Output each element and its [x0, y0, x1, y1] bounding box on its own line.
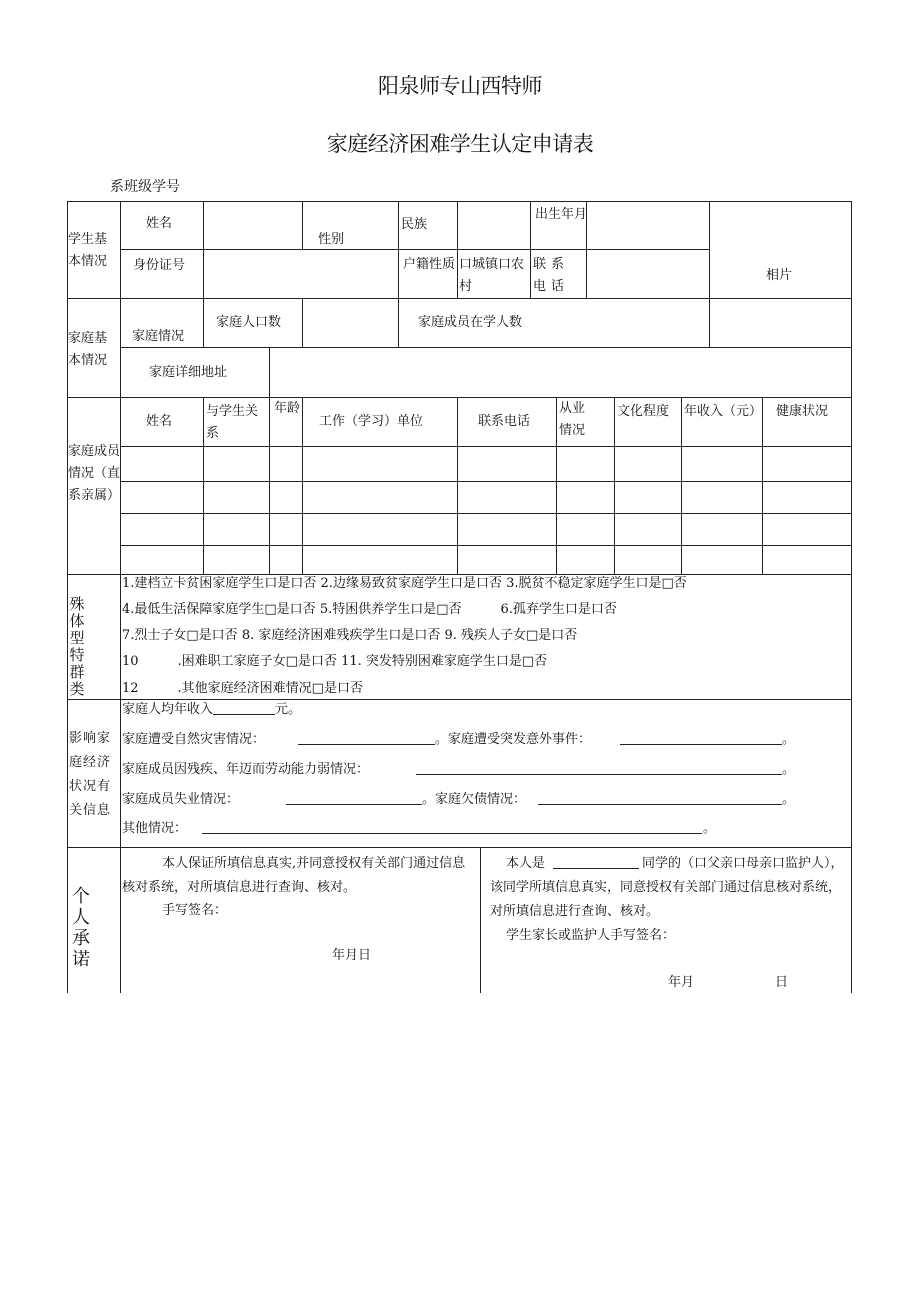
- student-basic-section-label: 学生基本情况: [68, 232, 108, 269]
- unemployment-label: 家庭成员失业情况：: [122, 792, 240, 807]
- accident-field[interactable]: [620, 744, 782, 745]
- member-header-work-unit: 工作（学习）单位: [319, 414, 424, 429]
- student-date-label: 年月日: [332, 948, 372, 963]
- unemployment-field[interactable]: [286, 804, 422, 805]
- promise-section-label: 个人承诺: [72, 886, 90, 970]
- other-field[interactable]: [202, 833, 702, 834]
- end-mark: 。: [782, 792, 796, 807]
- family-situation-label: 家庭情况: [132, 329, 185, 344]
- student-signature-field[interactable]: [248, 899, 448, 923]
- special-group-line-1[interactable]: 1.建档立卡贫困家庭学生口是口否 2.边缘易致贫家庭学生口是口否 3.脱贫不稳定家庭学生口是□否: [122, 576, 687, 591]
- end-mark: 。: [782, 732, 796, 747]
- member-header-occupation: 从业情况: [559, 401, 586, 438]
- guardian-prefix: 本人是: [506, 856, 546, 871]
- guardian-signature-label: 学生家长或监护人手写签名：: [506, 928, 676, 943]
- income-label: 家庭人均年收入: [122, 702, 214, 717]
- income-line: [122, 698, 301, 722]
- family-basic-section-label: 家庭基本情况: [68, 331, 108, 368]
- member-header-name: 姓名: [146, 414, 173, 429]
- debt-label: 。家庭欠债情况：: [422, 792, 527, 807]
- family-member-row[interactable]: [121, 482, 851, 513]
- member-header-education: 文化程度: [617, 404, 670, 419]
- student-promise-text: 本人保证所填信息真实,并同意授权有关部门通过信息核对系统，对所填信息进行查询、核对。: [122, 856, 466, 895]
- special-group-line-5[interactable]: 12 .其他家庭经济困难情况□是口否: [122, 681, 363, 696]
- name-label: 姓名: [146, 216, 173, 231]
- photo-placeholder[interactable]: 相片: [766, 268, 793, 283]
- family-member-row[interactable]: [121, 514, 851, 545]
- ethnicity-label: 民族: [401, 217, 428, 232]
- guardian-promise-text: 同学的（口父亲口母亲口监护人），该同学所填信息真实，同意授权有关部门通过信息核对系统，对所填信息进行查询、核对。: [490, 856, 844, 919]
- special-group-line-3[interactable]: 7.烈士子女□是口否 8. 家庭经济困难残疾学生口是口否 9. 残疾人子女□是口否: [122, 628, 578, 643]
- guardian-date-year-month: 年月: [668, 975, 695, 990]
- income-field[interactable]: [213, 698, 275, 715]
- ethnicity-field[interactable]: [458, 213, 529, 237]
- birth-label: 出生年月: [535, 207, 588, 222]
- end-mark: 。: [703, 821, 717, 836]
- family-address-label: 家庭详细地址: [149, 365, 228, 380]
- student-signature-label: 手写签名：: [162, 903, 228, 918]
- family-population-field[interactable]: [303, 311, 397, 335]
- guardian-date-day: 日: [775, 975, 789, 990]
- family-address-field[interactable]: [270, 361, 850, 385]
- disability-field[interactable]: [416, 774, 782, 775]
- hukou-options[interactable]: 口城镇口农村: [459, 257, 525, 294]
- phone-label: 联系电话: [533, 257, 570, 294]
- member-header-relation: 与学生关系: [206, 404, 259, 441]
- name-field[interactable]: [204, 212, 301, 236]
- disaster-field[interactable]: [298, 744, 435, 745]
- birth-field[interactable]: [587, 213, 708, 237]
- gender-label: 性别: [318, 232, 345, 247]
- hukou-label: 户籍性质: [402, 257, 455, 272]
- accident-label: 。家庭遭受突发意外事件：: [435, 732, 592, 747]
- school-name: 阳泉师专山西特师: [378, 74, 542, 98]
- debt-field[interactable]: [538, 804, 782, 805]
- family-population-label: 家庭人口数: [216, 315, 282, 330]
- family-students-label: 家庭成员在学人数: [418, 315, 523, 330]
- member-header-health: 健康状况: [776, 404, 829, 419]
- end-mark: 。: [782, 762, 796, 777]
- phone-field[interactable]: [587, 260, 708, 284]
- income-unit: 元。: [275, 702, 302, 717]
- department-class-id-label: 系班级学号: [110, 179, 180, 195]
- disability-label: 家庭成员因残疾、年迈而劳动能力弱情况：: [122, 762, 370, 777]
- disaster-label: 家庭遭受自然灾害情况：: [122, 732, 266, 747]
- family-members-section-label: 家庭成员情况（直系亲属）: [68, 444, 121, 503]
- member-header-age: 年龄: [273, 401, 300, 416]
- id-number-label: 身份证号: [133, 258, 186, 273]
- id-number-field[interactable]: [204, 260, 397, 284]
- family-member-row[interactable]: [121, 447, 851, 481]
- economic-factors-section-label: 影响家庭经济状况有关信息: [69, 731, 112, 818]
- special-group-line-4[interactable]: 10 .困难职工家庭子女□是口否 11. 突发特别困难家庭学生口是□否: [122, 654, 548, 669]
- family-member-row[interactable]: [121, 546, 851, 574]
- member-header-income: 年收入（元）: [684, 404, 763, 419]
- member-header-phone: 联系电话: [478, 414, 531, 429]
- form-title: 家庭经济困难学生认定申请表: [326, 132, 594, 156]
- special-groups-section-label: 殊体型特群类: [69, 595, 85, 698]
- special-group-line-2[interactable]: 4.最低生活保障家庭学生□是口否 5.特困供养学生口是□否 6.孤弃学生口是口否: [122, 602, 617, 617]
- other-label: 其他情况：: [122, 821, 188, 836]
